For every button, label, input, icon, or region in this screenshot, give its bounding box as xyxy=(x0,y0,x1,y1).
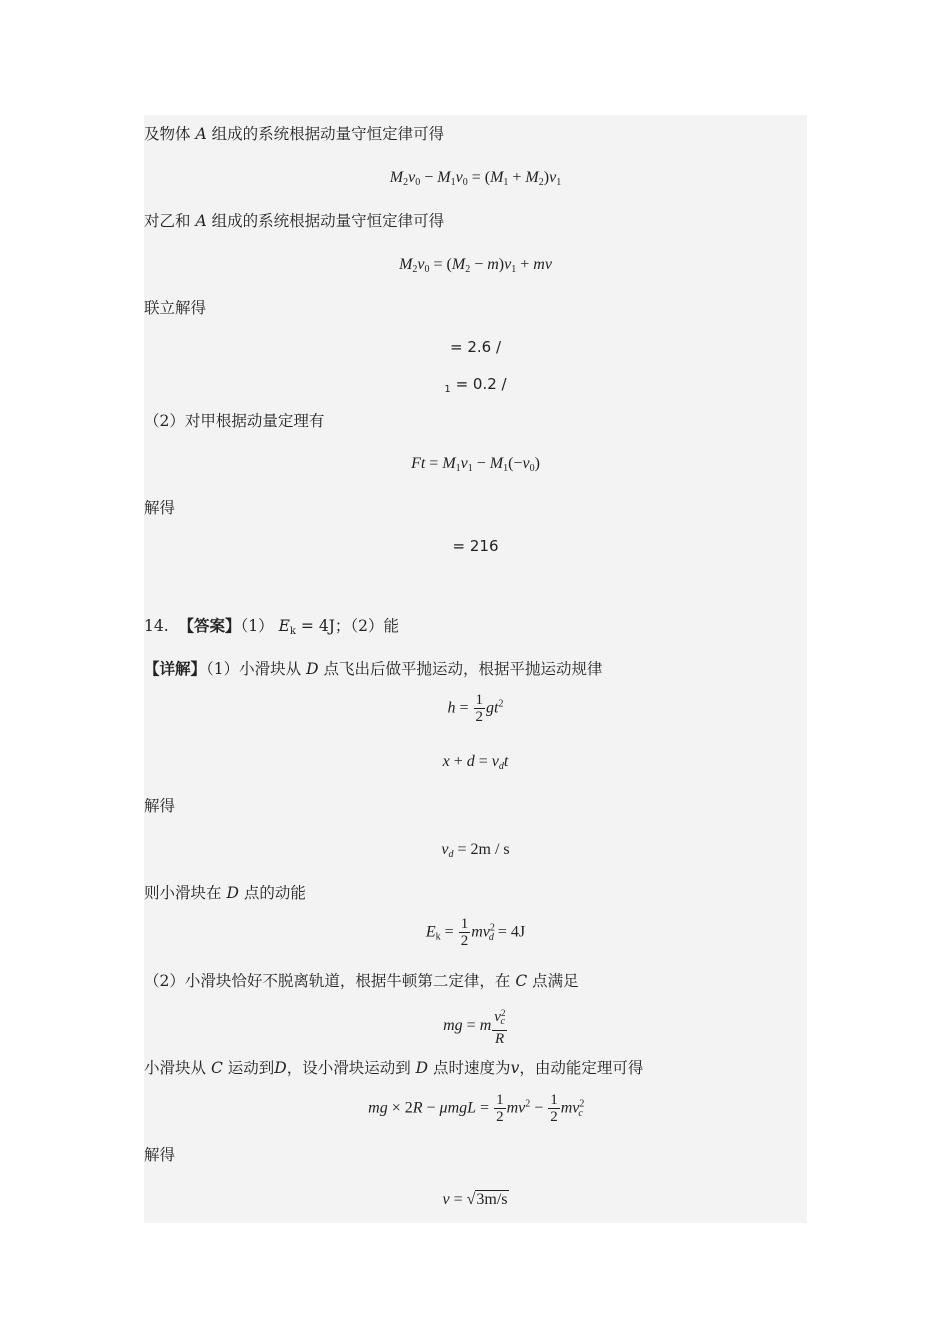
result-v1: $_1$ = 0.2 / xyxy=(444,375,507,395)
equation-work-energy: mg × 2R − μmgL = $\frac{1}{2}$ $mv^2$ − $\frac{1}{2}$ $mv^2_c$ xyxy=(368,1092,585,1125)
text-line-4: （2）对甲根据动量定理有 xyxy=(144,412,325,430)
q14-answer-line: 14. 【答案】（1） $E_k = 4J$；（2）能 xyxy=(144,616,400,637)
text-line-7: 则小滑块在 D 点的动能 xyxy=(144,884,306,902)
equation-distance: $x + d = v_dt$ xyxy=(442,753,509,772)
text-line-9: 小滑块从 C 运动到D，设小滑块运动到 D 点时速度为v，由动能定理可得 xyxy=(144,1059,644,1077)
text-line-6: 解得 xyxy=(144,797,176,815)
equation-height: h = $\frac{1}{2}$ $gt^2$ xyxy=(447,692,504,725)
text-line-3: 联立解得 xyxy=(144,299,207,317)
result-v: = 2.6 / xyxy=(449,338,501,356)
equation-kinetic-energy: $E_k$ = $\frac{1}{2}$ $mv^2_d = 4J$ xyxy=(425,916,526,949)
equation-momentum-1: $M_2v_0 - M_1v_0 = (M_1 + M_2)v_1$ xyxy=(389,169,562,188)
text-line-10: 解得 xyxy=(144,1146,176,1164)
equation-impulse: $Ft = M_1v_1 - M_1(-v_0)$ xyxy=(411,455,540,474)
text-line-5: 解得 xyxy=(144,499,176,517)
equation-final-v: v = √3m/s xyxy=(442,1191,508,1208)
text-line-8: （2）小滑块恰好不脱离轨道，根据牛顿第二定律，在 C 点满足 xyxy=(144,972,579,990)
equation-vd: $v_d = 2m / s$ xyxy=(441,841,510,860)
equation-newton: mg = m $\frac{v^2_c}{R}$ xyxy=(144,1005,807,1048)
text-line-1: 及物体 A 组成的系统根据动量守恒定律可得 xyxy=(144,125,445,143)
equation-momentum-2: $M_2v_0 = (M_2 - m)v_1$ + mv xyxy=(399,256,552,275)
text-line-2: 对乙和 A 组成的系统根据动量守恒定律可得 xyxy=(144,212,445,230)
result-f: = 216 xyxy=(452,537,499,555)
detail-line: 【详解】（1）小滑块从 D 点飞出后做平抛运动，根据平抛运动规律 xyxy=(144,659,603,678)
